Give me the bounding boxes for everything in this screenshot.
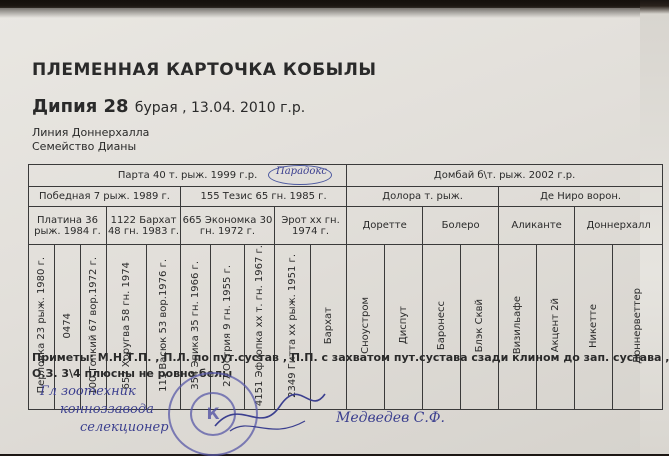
gen4-cell: 4151 Эфиопка хх т. гн. 1967 г. (245, 245, 275, 410)
handwritten-tag: Парадокс (276, 166, 327, 177)
gen4-cell: 354 Эпика 35 гн. 1966 г. (181, 245, 211, 410)
gen4-cell: Перловка 23 рыж. 1980 г. (29, 245, 55, 410)
dam-cell: Домбай б\т. рыж. 2002 г.р. (347, 165, 663, 187)
gen4-cell: 0474 (55, 245, 81, 410)
gen3-cell-3: 665 Экономка 30 гн. 1972 г. (181, 207, 275, 245)
gen2-cell-1: Победная 7 рыж. 1989 г. (29, 187, 181, 207)
notes-line-1: Приметы: М.Н.Т.П. , П.Л. по пут.сустав , П.П. с захватом пут.сустава сзади клином до зап. сустава , (32, 351, 669, 364)
card-title: ПЛЕМЕННАЯ КАРТОЧКА КОБЫЛЫ (32, 60, 377, 80)
signature-role-3: селекционер (80, 420, 169, 435)
stamp-emblem: К (190, 392, 236, 436)
gen4-cell: 111 Васюк 53 вор.1976 г. (147, 245, 181, 410)
notes-line-2: О.З. 3\4 плюсны не ровно белы (32, 367, 233, 380)
gen4-cell: 657 Хоругва 58 гн. 1974 (107, 245, 147, 410)
line-label: Линия Доннерхалла (32, 126, 150, 139)
gen4-cell: Акцент 2й (537, 245, 575, 410)
gen2-cell-4: Де Ниро ворон. (499, 187, 663, 207)
gen4-cell: Сноустром (347, 245, 385, 410)
horse-details: бурая , 13.04. 2010 г.р. (134, 100, 306, 116)
gen4-cell: Диспут (385, 245, 423, 410)
signature-role-1: Гл зоотехник (40, 384, 136, 399)
gen3-cell-8: Доннерхалл (575, 207, 663, 245)
gen4-cell: Визильафе (499, 245, 537, 410)
gen3-cell-2: 1122 Бархат 48 гн. 1983 г. (107, 207, 181, 245)
gen4-cell: 2349 Гитта хх рыж. 1951 г. (275, 245, 311, 410)
gen4-cell: Баронесс (423, 245, 461, 410)
gen4-cell: 100 Топкий 67 вор.1972 г. (81, 245, 107, 410)
gen4-cell: Бархат (311, 245, 347, 410)
gen4-cell: 27 Острия 9 гн. 1955 г. (211, 245, 245, 410)
gen3-cell-4: Эрот хх гн. 1974 г. (275, 207, 347, 245)
gen3-cell-6: Болеро (423, 207, 499, 245)
top-shadow (0, 0, 640, 18)
horse-name: Дипия 28 (32, 96, 129, 117)
signature-name: Медведев С.Ф. (336, 410, 445, 426)
gen3-cell-1: Платина 36 рыж. 1984 г. (29, 207, 107, 245)
signature-role-2: конноззавода (60, 402, 154, 417)
gen4-cell: Доннерветтер (613, 245, 663, 410)
gen4-cell: Никетте (575, 245, 613, 410)
family-label: Семейство Дианы (32, 140, 137, 153)
sire-cell: Партa 40 т. рыж. 1999 г.р. (29, 165, 347, 187)
gen2-cell-3: Долора т. рыж. (347, 187, 499, 207)
gen2-cell-2: 155 Тезис 65 гн. 1985 г. (181, 187, 347, 207)
gen3-cell-5: Доретте (347, 207, 423, 245)
signature-scribble (210, 386, 330, 446)
horse-heading (32, 96, 305, 117)
gen3-cell-7: Аликанте (499, 207, 575, 245)
gen4-cell: Блэк Сквй (461, 245, 499, 410)
